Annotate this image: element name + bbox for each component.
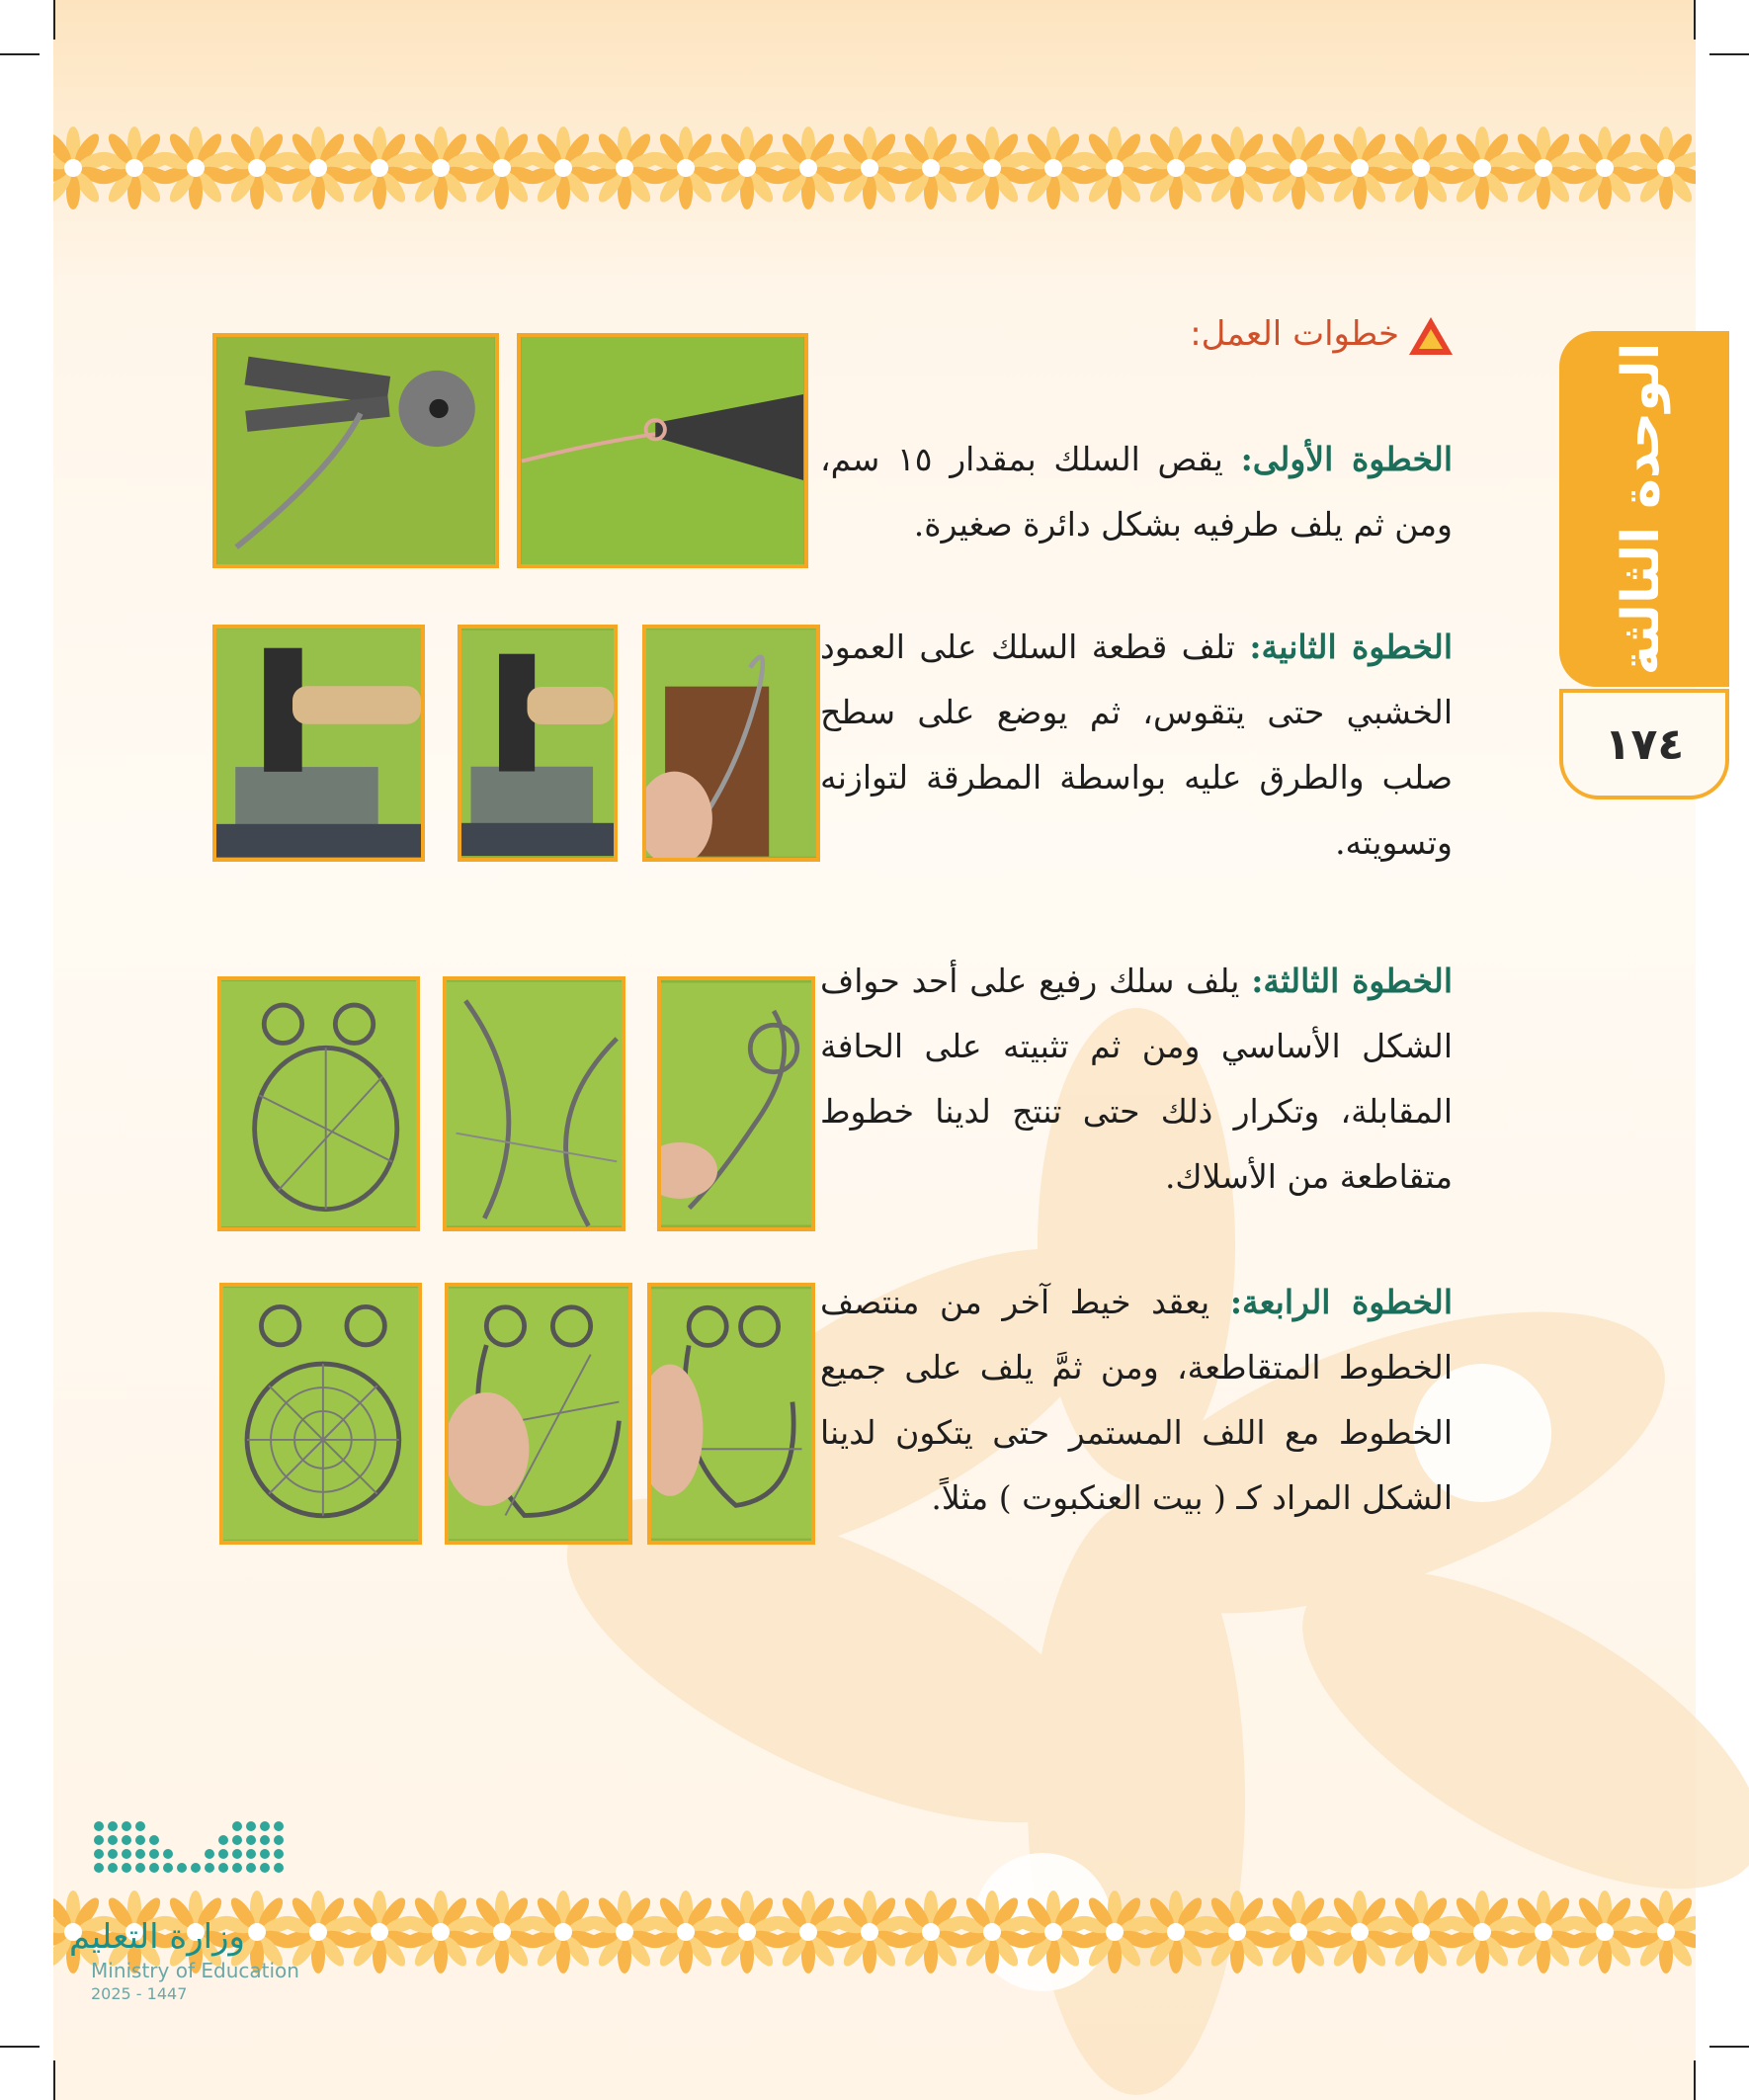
step-4 bbox=[820, 1270, 1453, 1531]
step-text: يلف سلك رفيع على أحد حواف الشكل الأساسي ومن ثم تثبيته على الحافة المقابلة، وتكرار ذلك حتى تنتج لدينا خطوط متقاطعة من الأسلاك. bbox=[820, 962, 1453, 1196]
flower-ornament bbox=[338, 126, 421, 210]
flower-ornament bbox=[93, 126, 176, 210]
flower-ornament bbox=[215, 126, 298, 210]
flower-ornament bbox=[1012, 126, 1095, 210]
step-label: الخطوة الرابعة: bbox=[1229, 1283, 1453, 1321]
flower-ornament bbox=[399, 1890, 482, 1974]
ministry-year: 2025 - 1447 bbox=[91, 1984, 188, 2003]
photo-spider-web-wrapping bbox=[445, 1283, 632, 1545]
flower-ornament bbox=[1379, 1890, 1462, 1974]
step-1 bbox=[820, 427, 1453, 557]
flower-ornament bbox=[277, 126, 360, 210]
top-flower-border bbox=[53, 124, 1696, 212]
photo-hammering-wire-1 bbox=[212, 625, 425, 862]
flower-ornament bbox=[706, 126, 789, 210]
flower-ornament bbox=[828, 126, 911, 210]
photo-wire-crosslines-frame bbox=[217, 976, 420, 1231]
page-number: ١٧٤ bbox=[1604, 718, 1685, 770]
step-label: الخطوة الثالثة: bbox=[1251, 962, 1454, 1000]
photo-wire-on-wooden-rod bbox=[642, 625, 820, 862]
step-2 bbox=[820, 615, 1453, 876]
flower-ornament bbox=[1196, 126, 1279, 210]
warning-triangle-icon bbox=[1409, 317, 1453, 355]
flower-ornament bbox=[1624, 1890, 1696, 1974]
flower-ornament bbox=[154, 126, 237, 210]
step-text: تلف قطعة السلك على العمود الخشبي حتى يتقوس، ثم يوضع على سطح صلب والطرق عليه بواسطة المطرقة لتوازنه وتسويته. bbox=[820, 628, 1453, 862]
flower-ornament bbox=[583, 126, 666, 210]
flower-ornament bbox=[889, 126, 972, 210]
flower-ornament bbox=[1073, 1890, 1156, 1974]
flower-ornament bbox=[1134, 126, 1217, 210]
photo-pliers-looping-wire bbox=[517, 333, 808, 568]
flower-ornament bbox=[522, 126, 605, 210]
flower-ornament bbox=[1379, 126, 1462, 210]
photo-wire-loop-hand bbox=[657, 976, 815, 1231]
step-3 bbox=[820, 949, 1453, 1210]
photo-pliers-bending-wire bbox=[212, 333, 499, 568]
flower-ornament bbox=[338, 1890, 421, 1974]
flower-ornament bbox=[1257, 1890, 1340, 1974]
flower-ornament bbox=[1318, 126, 1401, 210]
flower-ornament bbox=[644, 1890, 727, 1974]
flower-ornament bbox=[460, 126, 543, 210]
flower-ornament bbox=[583, 1890, 666, 1974]
flower-ornament bbox=[1563, 126, 1646, 210]
flower-ornament bbox=[1441, 1890, 1524, 1974]
flower-ornament bbox=[1073, 126, 1156, 210]
flower-ornament bbox=[644, 126, 727, 210]
flower-ornament bbox=[460, 1890, 543, 1974]
svg-text:الوحدة الثالثة: الوحدة الثالثة bbox=[1612, 342, 1671, 676]
flower-ornament bbox=[767, 126, 850, 210]
section-heading: خطوات العمل: bbox=[1190, 314, 1453, 355]
flower-ornament bbox=[951, 1890, 1034, 1974]
flower-ornament bbox=[889, 1890, 972, 1974]
flower-ornament bbox=[1563, 1890, 1646, 1974]
photo-spider-web-complete bbox=[219, 1283, 422, 1545]
flower-ornament bbox=[1441, 126, 1524, 210]
flower-ornament bbox=[767, 1890, 850, 1974]
photo-wire-crossing-closeup bbox=[443, 976, 625, 1231]
step-label: الخطوة الثانية: bbox=[1249, 628, 1453, 666]
step-text: يقص السلك بمقدار ١٥ سم، ومن ثم يلف طرفيه بشكل دائرة صغيرة. bbox=[820, 440, 1453, 544]
flower-ornament bbox=[1196, 1890, 1279, 1974]
flower-ornament bbox=[1012, 1890, 1095, 1974]
flower-ornament bbox=[1624, 126, 1696, 210]
flower-ornament bbox=[1134, 1890, 1217, 1974]
flower-ornament bbox=[706, 1890, 789, 1974]
ministry-name-arabic: وزارة التعليم bbox=[69, 1917, 245, 1957]
step-text: يعقد خيط آخر من منتصف الخطوط المتقاطعة، ومن ثمَّ يلف على جميع الخطوط مع اللف المستمر حتى يتكون لدينا الشكل المراد كـ ( بيت العنكبوت ) مثلاً. bbox=[820, 1283, 1453, 1517]
flower-ornament bbox=[1502, 126, 1585, 210]
unit-tab-label bbox=[1559, 331, 1729, 687]
flower-ornament bbox=[522, 1890, 605, 1974]
flower-ornament bbox=[53, 126, 115, 210]
flower-ornament bbox=[828, 1890, 911, 1974]
flower-ornament bbox=[1502, 1890, 1585, 1974]
photo-spider-web-start bbox=[647, 1283, 815, 1545]
ministry-name-english: Ministry of Education bbox=[91, 1959, 299, 1982]
flower-ornament bbox=[1257, 126, 1340, 210]
step-label: الخطوة الأولى: bbox=[1240, 440, 1453, 478]
flower-ornament bbox=[951, 126, 1034, 210]
page-number-box bbox=[1559, 689, 1729, 799]
flower-ornament bbox=[399, 126, 482, 210]
flower-ornament bbox=[1318, 1890, 1401, 1974]
photo-hammering-wire-2 bbox=[458, 625, 618, 862]
